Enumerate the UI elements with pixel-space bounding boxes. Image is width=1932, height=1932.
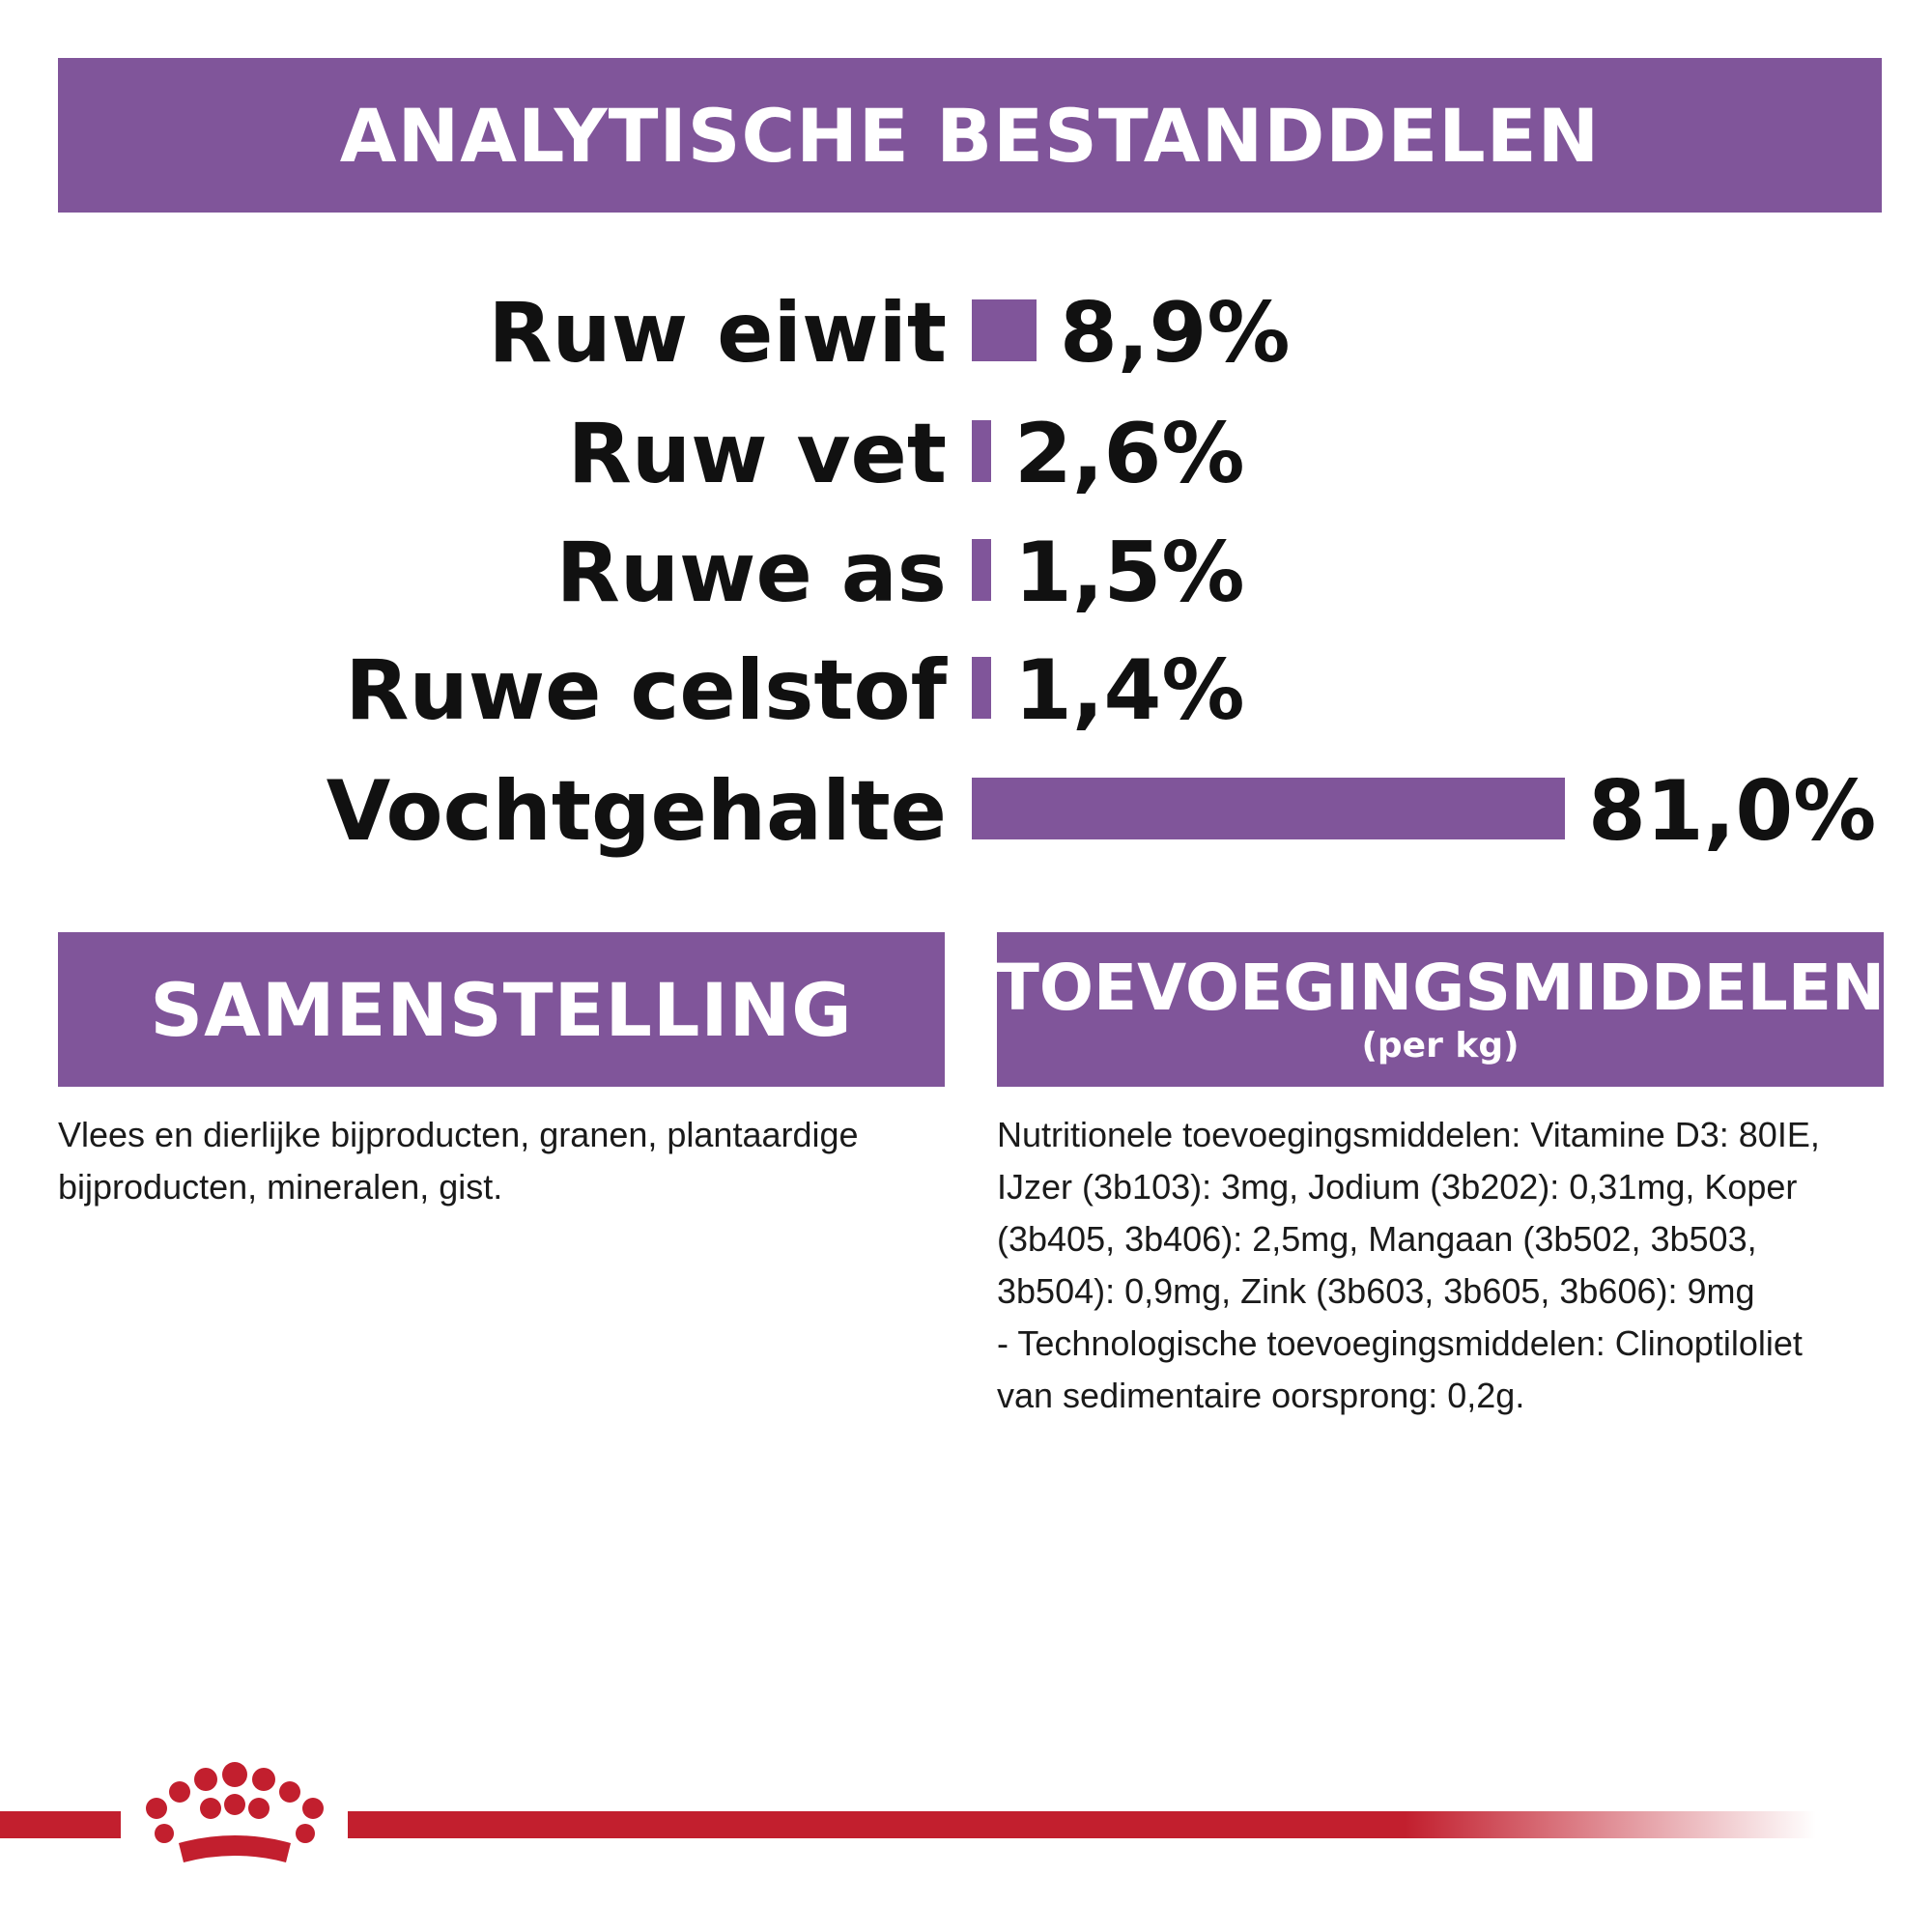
data-label: 2,6% (1014, 406, 1245, 502)
bar (972, 420, 991, 482)
data-label: 8,9% (1060, 285, 1291, 382)
bar (972, 657, 991, 719)
row-label: Vochtgehalte (326, 763, 947, 860)
bar (972, 539, 991, 601)
bar (972, 299, 1037, 361)
analytical-title: ANALYTISCHE BESTANDDELEN (339, 92, 1601, 179)
composition-title: SAMENSTELLING (150, 966, 853, 1053)
row-label: Ruw vet (567, 406, 947, 502)
additives-subtitle: (per kg) (1361, 1026, 1520, 1065)
brand-footer (0, 1758, 1932, 1874)
data-label: 1,4% (1014, 642, 1245, 739)
row-label: Ruwe celstof (345, 642, 947, 739)
data-label: 1,5% (1014, 525, 1245, 621)
bar (972, 778, 1565, 839)
composition-banner (58, 932, 945, 1087)
additives-technological: - Technologische toevoegingsmiddelen: Clinoptiloliet van sedimentaire oorsprong: 0,2g. (997, 1323, 1803, 1415)
composition-paragraph: Vlees en dierlijke bijproducten, granen, plantaardige bijproducten, mineralen, gist. (58, 1115, 859, 1207)
footer-line-right (348, 1811, 1816, 1838)
composition-text (58, 1109, 927, 1213)
additives-banner (997, 932, 1884, 1087)
data-label: 81,0% (1588, 763, 1877, 860)
additives-title: TOEVOEGINGSMIDDELEN (995, 951, 1886, 1025)
row-label: Ruw eiwit (488, 285, 947, 382)
analytical-bar-chart (0, 0, 1932, 927)
footer-line-left (0, 1811, 121, 1838)
additives-nutritional: Nutritionele toevoegingsmiddelen: Vitamine D3: 80IE, IJzer (3b103): 3mg, Jodium (3b202): 0,31mg, Koper (3b405, 3b406): 2,5mg, Mangaan (3b502, 3b503, 3b504): 0,9mg, Zink (3b603, 3b605, 3b606): 9mg (997, 1115, 1820, 1311)
row-label: Ruwe as (555, 525, 947, 621)
crown-icon (146, 1762, 324, 1862)
additives-text (997, 1109, 1866, 1422)
